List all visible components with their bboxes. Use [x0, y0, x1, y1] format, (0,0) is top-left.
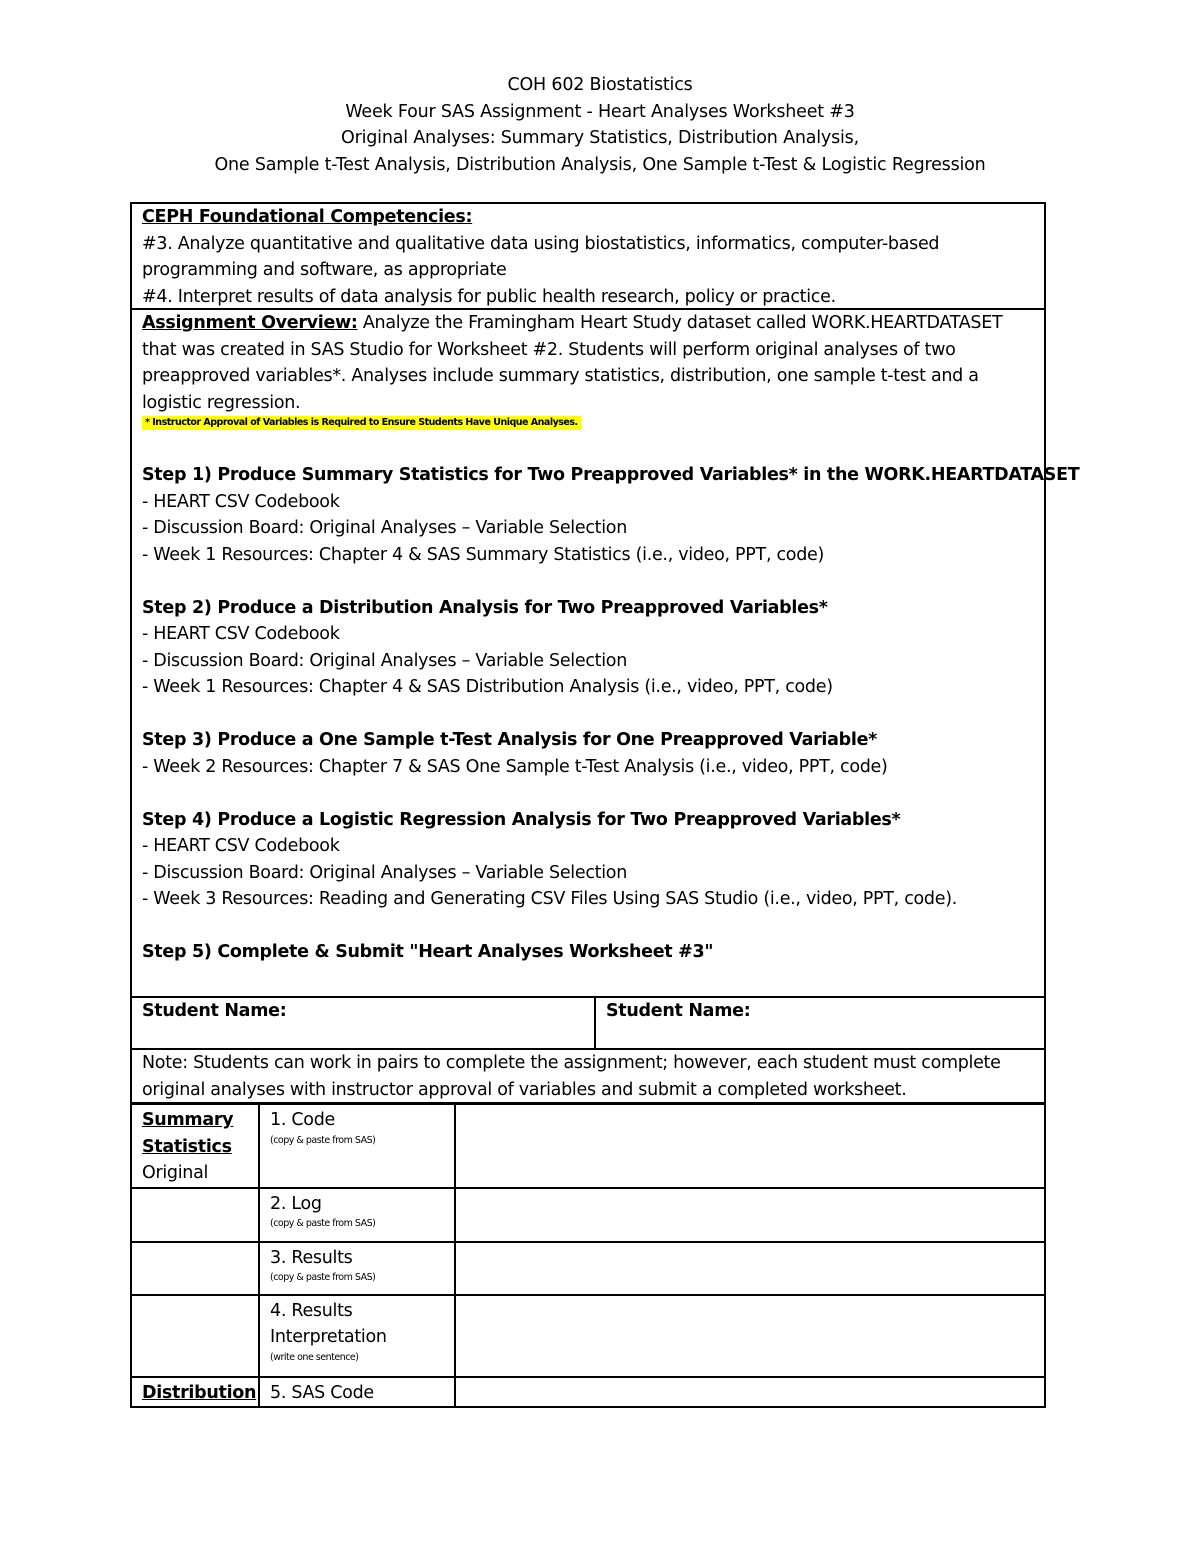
row-label-results-interpretation: 4. Results Interpretation (write one sentence)	[259, 1295, 455, 1377]
step-2	[142, 595, 1034, 701]
step-5	[142, 939, 1034, 966]
answer-cell-code[interactable]	[455, 1104, 1045, 1188]
step-3	[142, 727, 1034, 780]
overview-label: Assignment Overview:	[142, 313, 358, 333]
step-1	[142, 462, 1080, 568]
competencies-title: CEPH Foundational Competencies:	[142, 207, 473, 227]
step-item: - HEART CSV Codebook	[142, 836, 340, 856]
section-sublabel: Original	[142, 1163, 209, 1183]
step-title: Step 1) Produce Summary Statistics for Two Preapproved Variables* in the WORK.HEARTDATASET	[142, 465, 1080, 485]
step-item: - HEART CSV Codebook	[142, 491, 340, 512]
competency-4: #4. Interpret results of data analysis for public health research, policy or practice.	[142, 286, 836, 307]
answer-cell-log[interactable]	[455, 1188, 1045, 1242]
overview-line-3: preapproved variables*. Analyses include summary statistics, distribution, one sample t-test and a	[142, 366, 979, 386]
step-item: - HEART CSV Codebook	[142, 624, 340, 644]
analysis-table	[130, 1103, 1046, 1408]
analyses-subtitle-1: Original Analyses: Summary Statistics, Distribution Analysis,	[341, 128, 859, 148]
row-hint: (copy & paste from SAS)	[270, 1272, 376, 1283]
note-line-2: original analyses with instructor approval of variables and submit a completed worksheet.	[142, 1079, 907, 1100]
step-title: Step 3) Produce a One Sample t-Test Analysis for One Preapproved Variable*	[142, 730, 877, 750]
row-label-results: 3. Results (copy & paste from SAS)	[259, 1242, 455, 1295]
step-item: - Week 2 Resources: Chapter 7 & SAS One Sample t-Test Analysis (i.e., video, PPT, code)	[142, 756, 888, 777]
step-title: Step 5) Complete & Submit "Heart Analyses Worksheet #3"	[142, 942, 714, 962]
step-item: - Discussion Board: Original Analyses – Variable Selection	[142, 862, 627, 883]
section-label-empty	[131, 1242, 259, 1295]
row-label-sas-code: 5. SAS Code	[259, 1377, 455, 1408]
section-label-empty	[131, 1188, 259, 1242]
competency-3-line-1: #3. Analyze quantitative and qualitative data using biostatistics, informatics, computer-based	[142, 233, 940, 254]
student-name-field-2[interactable]	[596, 998, 760, 1048]
document-header	[0, 72, 1200, 178]
analyses-subtitle-2: One Sample t-Test Analysis, Distribution Analysis, One Sample t-Test & Logistic Regression	[214, 154, 986, 175]
step-item: - Discussion Board: Original Analyses – Variable Selection	[142, 518, 627, 538]
step-item: - Week 1 Resources: Chapter 4 & SAS Distribution Analysis (i.e., video, PPT, code)	[142, 677, 833, 697]
section-label-summary-statistics: Summary Statistics Original	[131, 1104, 259, 1188]
row-hint: (copy & paste from SAS)	[270, 1218, 376, 1229]
student-names-row	[130, 996, 1046, 1050]
table-row	[131, 1377, 1045, 1408]
table-row	[131, 1295, 1045, 1377]
step-title: Step 4) Produce a Logistic Regression Analysis for Two Preapproved Variables*	[142, 809, 901, 830]
assignment-title: Week Four SAS Assignment - Heart Analyses Worksheet #3	[345, 101, 855, 122]
overview-line-2: that was created in SAS Studio for Worksheet #2. Students will perform original analyses of two	[142, 339, 956, 360]
competency-3-line-2: programming and software, as appropriate	[142, 260, 507, 280]
competencies-box	[130, 202, 1046, 310]
answer-cell-sas-code[interactable]	[455, 1377, 1045, 1408]
table-row	[131, 1104, 1045, 1188]
overview-line-4: logistic regression.	[142, 392, 301, 413]
approval-note	[142, 416, 1034, 430]
course-title: COH 602 Biostatistics	[507, 75, 693, 95]
assignment-overview-box	[130, 308, 1080, 998]
step-title: Step 2) Produce a Distribution Analysis for Two Preapproved Variables*	[142, 597, 828, 618]
row-hint: (copy & paste from SAS)	[270, 1134, 376, 1146]
student-name-label: Student Name:	[142, 1001, 287, 1021]
note-box	[130, 1048, 1046, 1104]
section-label-empty	[131, 1295, 259, 1377]
student-name-field-1[interactable]	[132, 998, 596, 1048]
answer-cell-results[interactable]	[455, 1242, 1045, 1295]
table-row	[131, 1242, 1045, 1295]
approval-note-highlight: * Instructor Approval of Variables is Required to Ensure Students Have Unique Analyses.	[142, 416, 581, 430]
overview-line-1	[142, 310, 1034, 337]
row-label-log: 2. Log (copy & paste from SAS)	[259, 1188, 455, 1242]
row-hint: (write one sentence)	[270, 1351, 359, 1363]
step-item: - Discussion Board: Original Analyses – Variable Selection	[142, 650, 627, 671]
table-row	[131, 1188, 1045, 1242]
overview-line-1-text: Analyze the Framingham Heart Study dataset called WORK.HEARTDATASET	[357, 313, 1003, 333]
step-4	[142, 807, 1034, 913]
row-label-code: 1. Code (copy & paste from SAS)	[259, 1104, 455, 1188]
student-name-label: Student Name:	[606, 1001, 751, 1021]
note-line-1: Note: Students can work in pairs to complete the assignment; however, each student must complete	[142, 1053, 1001, 1073]
step-item: - Week 3 Resources: Reading and Generating CSV Files Using SAS Studio (i.e., video, PPT, code).	[142, 889, 957, 909]
answer-cell-interpretation[interactable]	[455, 1295, 1045, 1377]
section-label-distribution: Distribution	[131, 1377, 259, 1408]
step-item: - Week 1 Resources: Chapter 4 & SAS Summary Statistics (i.e., video, PPT, code)	[142, 544, 825, 565]
